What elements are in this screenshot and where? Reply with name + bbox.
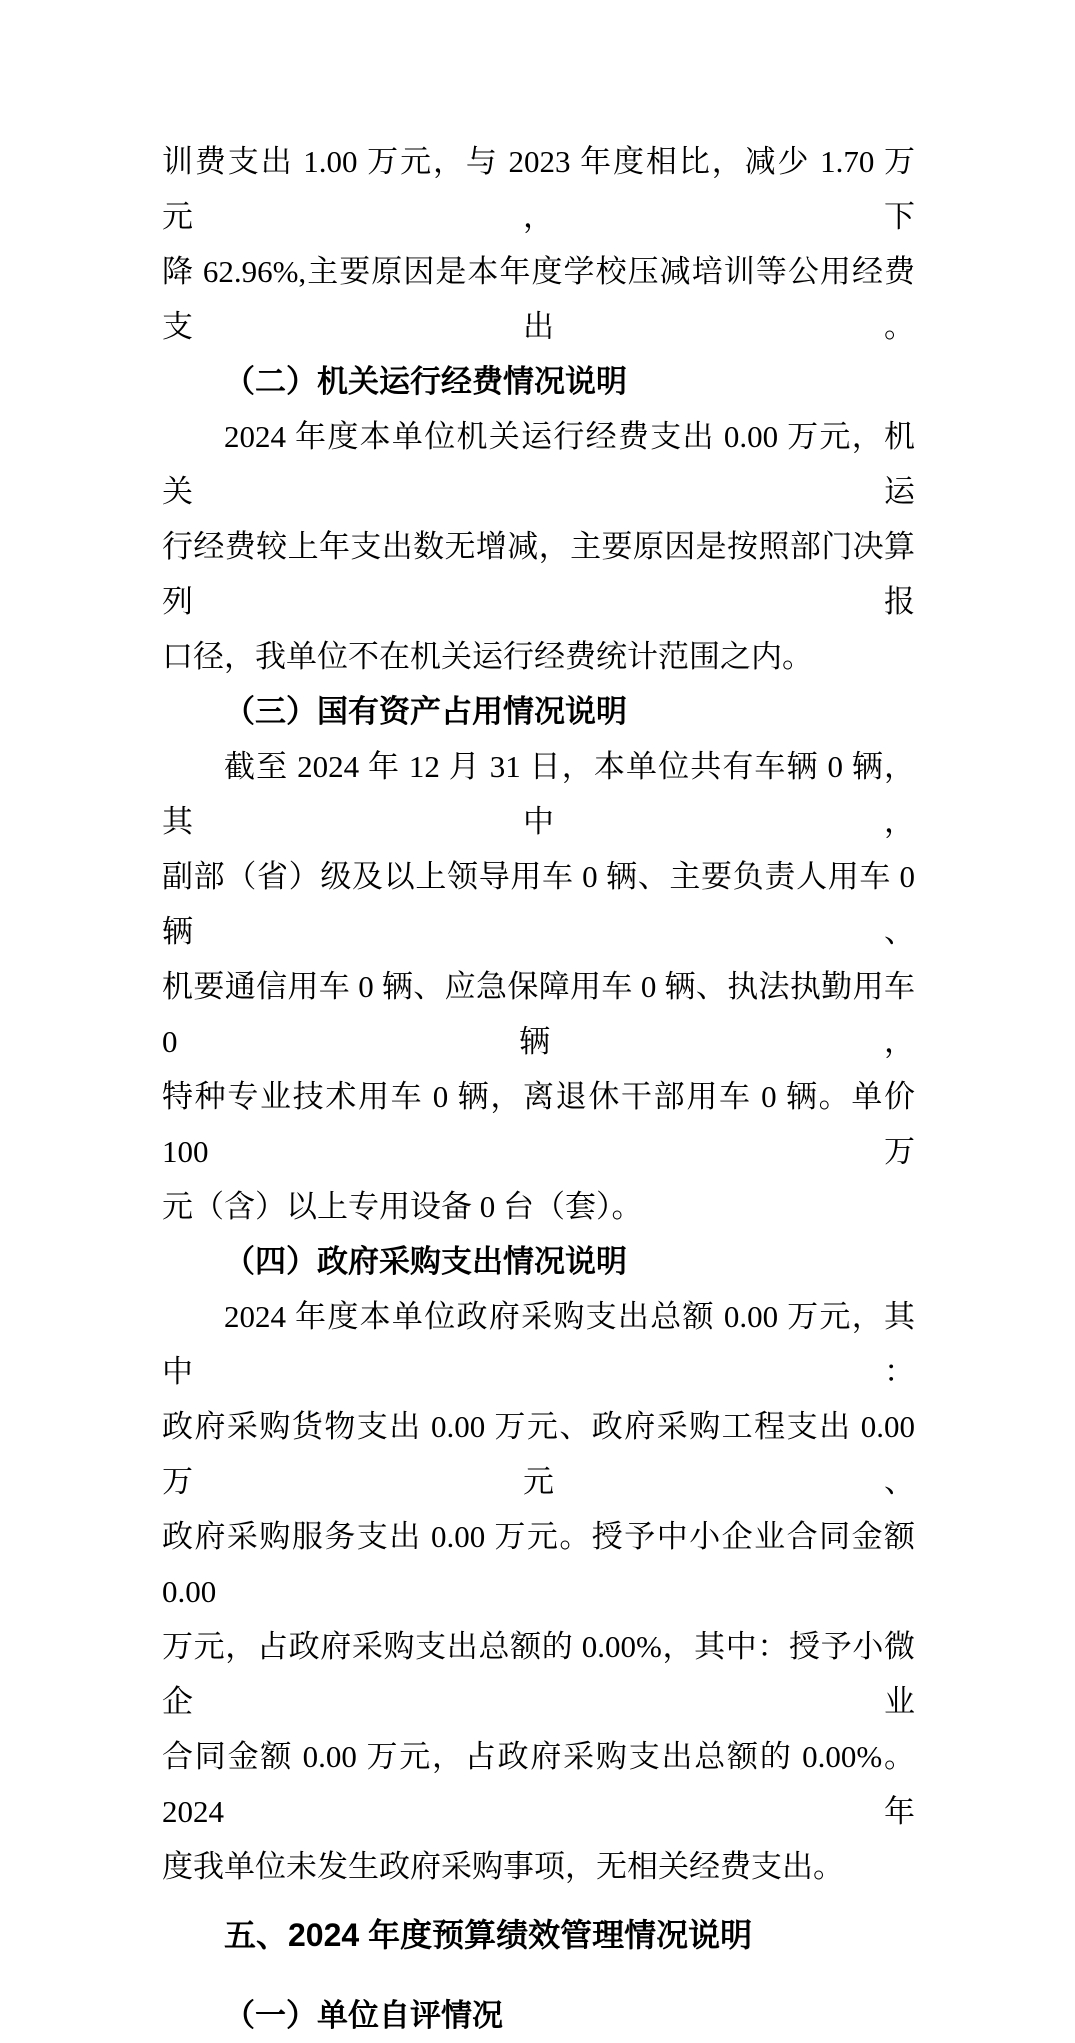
subsection-heading: （四）政府采购支出情况说明 [224,1244,627,1279]
body-line: 2024 年度本单位政府采购支出总额 0.00 万元，其中： [162,1299,915,1389]
body-line: 训费支出 1.00 万元，与 2023 年度相比，减少 1.70 万元，下 [162,144,915,234]
section-heading: 五、2024 年度预算绩效管理情况说明 [224,1917,753,1953]
body-line: 特种专业技术用车 0 辆，离退休干部用车 0 辆。单价 100 万 [162,1079,915,1169]
body-line: 截至 2024 年 12 月 31 日，本单位共有车辆 0 辆，其中， [162,749,915,839]
body-line: 政府采购服务支出 0.00 万元。授予中小企业合同金额 0.00 [162,1519,915,1609]
subsection-heading: （三）国有资产占用情况说明 [224,694,627,729]
body-line: 合同金额 0.00 万元，占政府采购支出总额的 0.00%。2024 年 [162,1739,915,1829]
document-body [162,134,915,2043]
body-line: 机要通信用车 0 辆、应急保障用车 0 辆、执法执勤用车 0 辆， [162,969,915,1059]
body-line: 政府采购货物支出 0.00 万元、政府采购工程支出 0.00 万元、 [162,1409,915,1499]
body-line: 副部（省）级及以上领导用车 0 辆、主要负责人用车 0 辆、 [162,859,915,949]
body-line: 万元，占政府采购支出总额的 0.00%，其中：授予小微企业 [162,1629,915,1719]
body-line: 元（含）以上专用设备 0 台（套）。 [162,1189,643,1224]
body-line: 度我单位未发生政府采购事项，无相关经费支出。 [162,1849,844,1884]
body-line: 口径，我单位不在机关运行经费统计范围之内。 [162,639,813,674]
subsection-heading: （二）机关运行经费情况说明 [224,364,627,399]
body-line: 行经费较上年支出数无增减，主要原因是按照部门决算列报 [162,529,915,619]
body-line: 降 62.96%,主要原因是本年度学校压减培训等公用经费支出。 [162,254,915,344]
subsection-heading: （一）单位自评情况 [224,1998,503,2033]
body-line: 2024 年度本单位机关运行经费支出 0.00 万元，机关运 [162,419,915,509]
